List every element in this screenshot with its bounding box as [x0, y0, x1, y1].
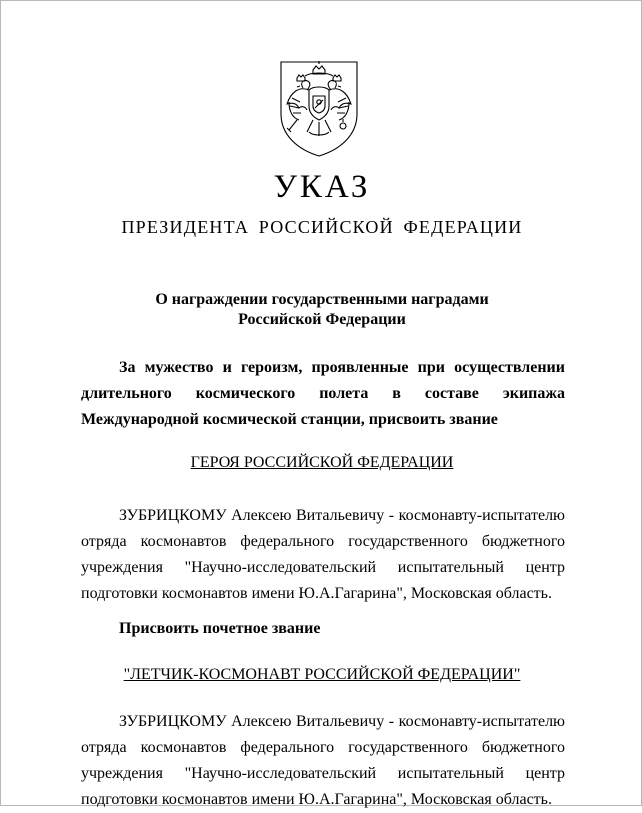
recipient-line: отряда космонавтов федерального государственного бюджетного: [81, 533, 565, 550]
award-title-cosmonaut: [1, 663, 642, 687]
honorary-intro: Присвоить почетное звание: [119, 620, 321, 637]
recipient-line: учреждения "Научно-исследовательский испытательный центр: [81, 559, 565, 576]
decree-heading: [1, 290, 642, 330]
preamble-line: длительного космического полета в составе экипажа: [81, 385, 565, 402]
recipient-line: учреждения "Научно-исследовательский испытательный центр: [81, 765, 565, 782]
recipient-line: подготовки космонавтов имени Ю.А.Гагарина", Московская область.: [81, 585, 552, 602]
recipient-line: ЗУБРИЦКОМУ Алексею Витальевичу - космонавту-испытателю: [119, 507, 565, 524]
preamble-line: За мужество и героизм, проявленные при осуществлении: [119, 359, 565, 376]
preamble-paragraph: [81, 355, 565, 433]
recipient-line: отряда космонавтов федерального государственного бюджетного: [81, 739, 565, 756]
decree-subtitle: ПРЕЗИДЕНТА РОССИЙСКОЙ ФЕДЕРАЦИИ: [121, 217, 523, 237]
recipient-paragraph-2: [81, 709, 565, 813]
recipient-line: подготовки космонавтов имени Ю.А.Гагарина", Московская область.: [81, 791, 552, 808]
recipient-line: ЗУБРИЦКОМУ Алексею Витальевичу - космонавту-испытателю: [119, 713, 565, 730]
award-title-hero: [1, 451, 642, 475]
decree-title: УКАЗ: [273, 169, 371, 205]
heading-line: Российской Федерации: [238, 311, 406, 328]
preamble-line: Международной космической станции, присвоить звание: [81, 411, 498, 428]
award-title-text: ГЕРОЯ РОССИЙСКОЙ ФЕДЕРАЦИИ: [190, 454, 454, 471]
coat-of-arms-icon: [273, 56, 365, 158]
recipient-paragraph-1: [81, 503, 565, 607]
award-title-text: "ЛЕТЧИК-КОСМОНАВТ РОССИЙСКОЙ ФЕДЕРАЦИИ": [123, 666, 521, 683]
heading-line: О награждении государственными наградами: [155, 291, 489, 308]
